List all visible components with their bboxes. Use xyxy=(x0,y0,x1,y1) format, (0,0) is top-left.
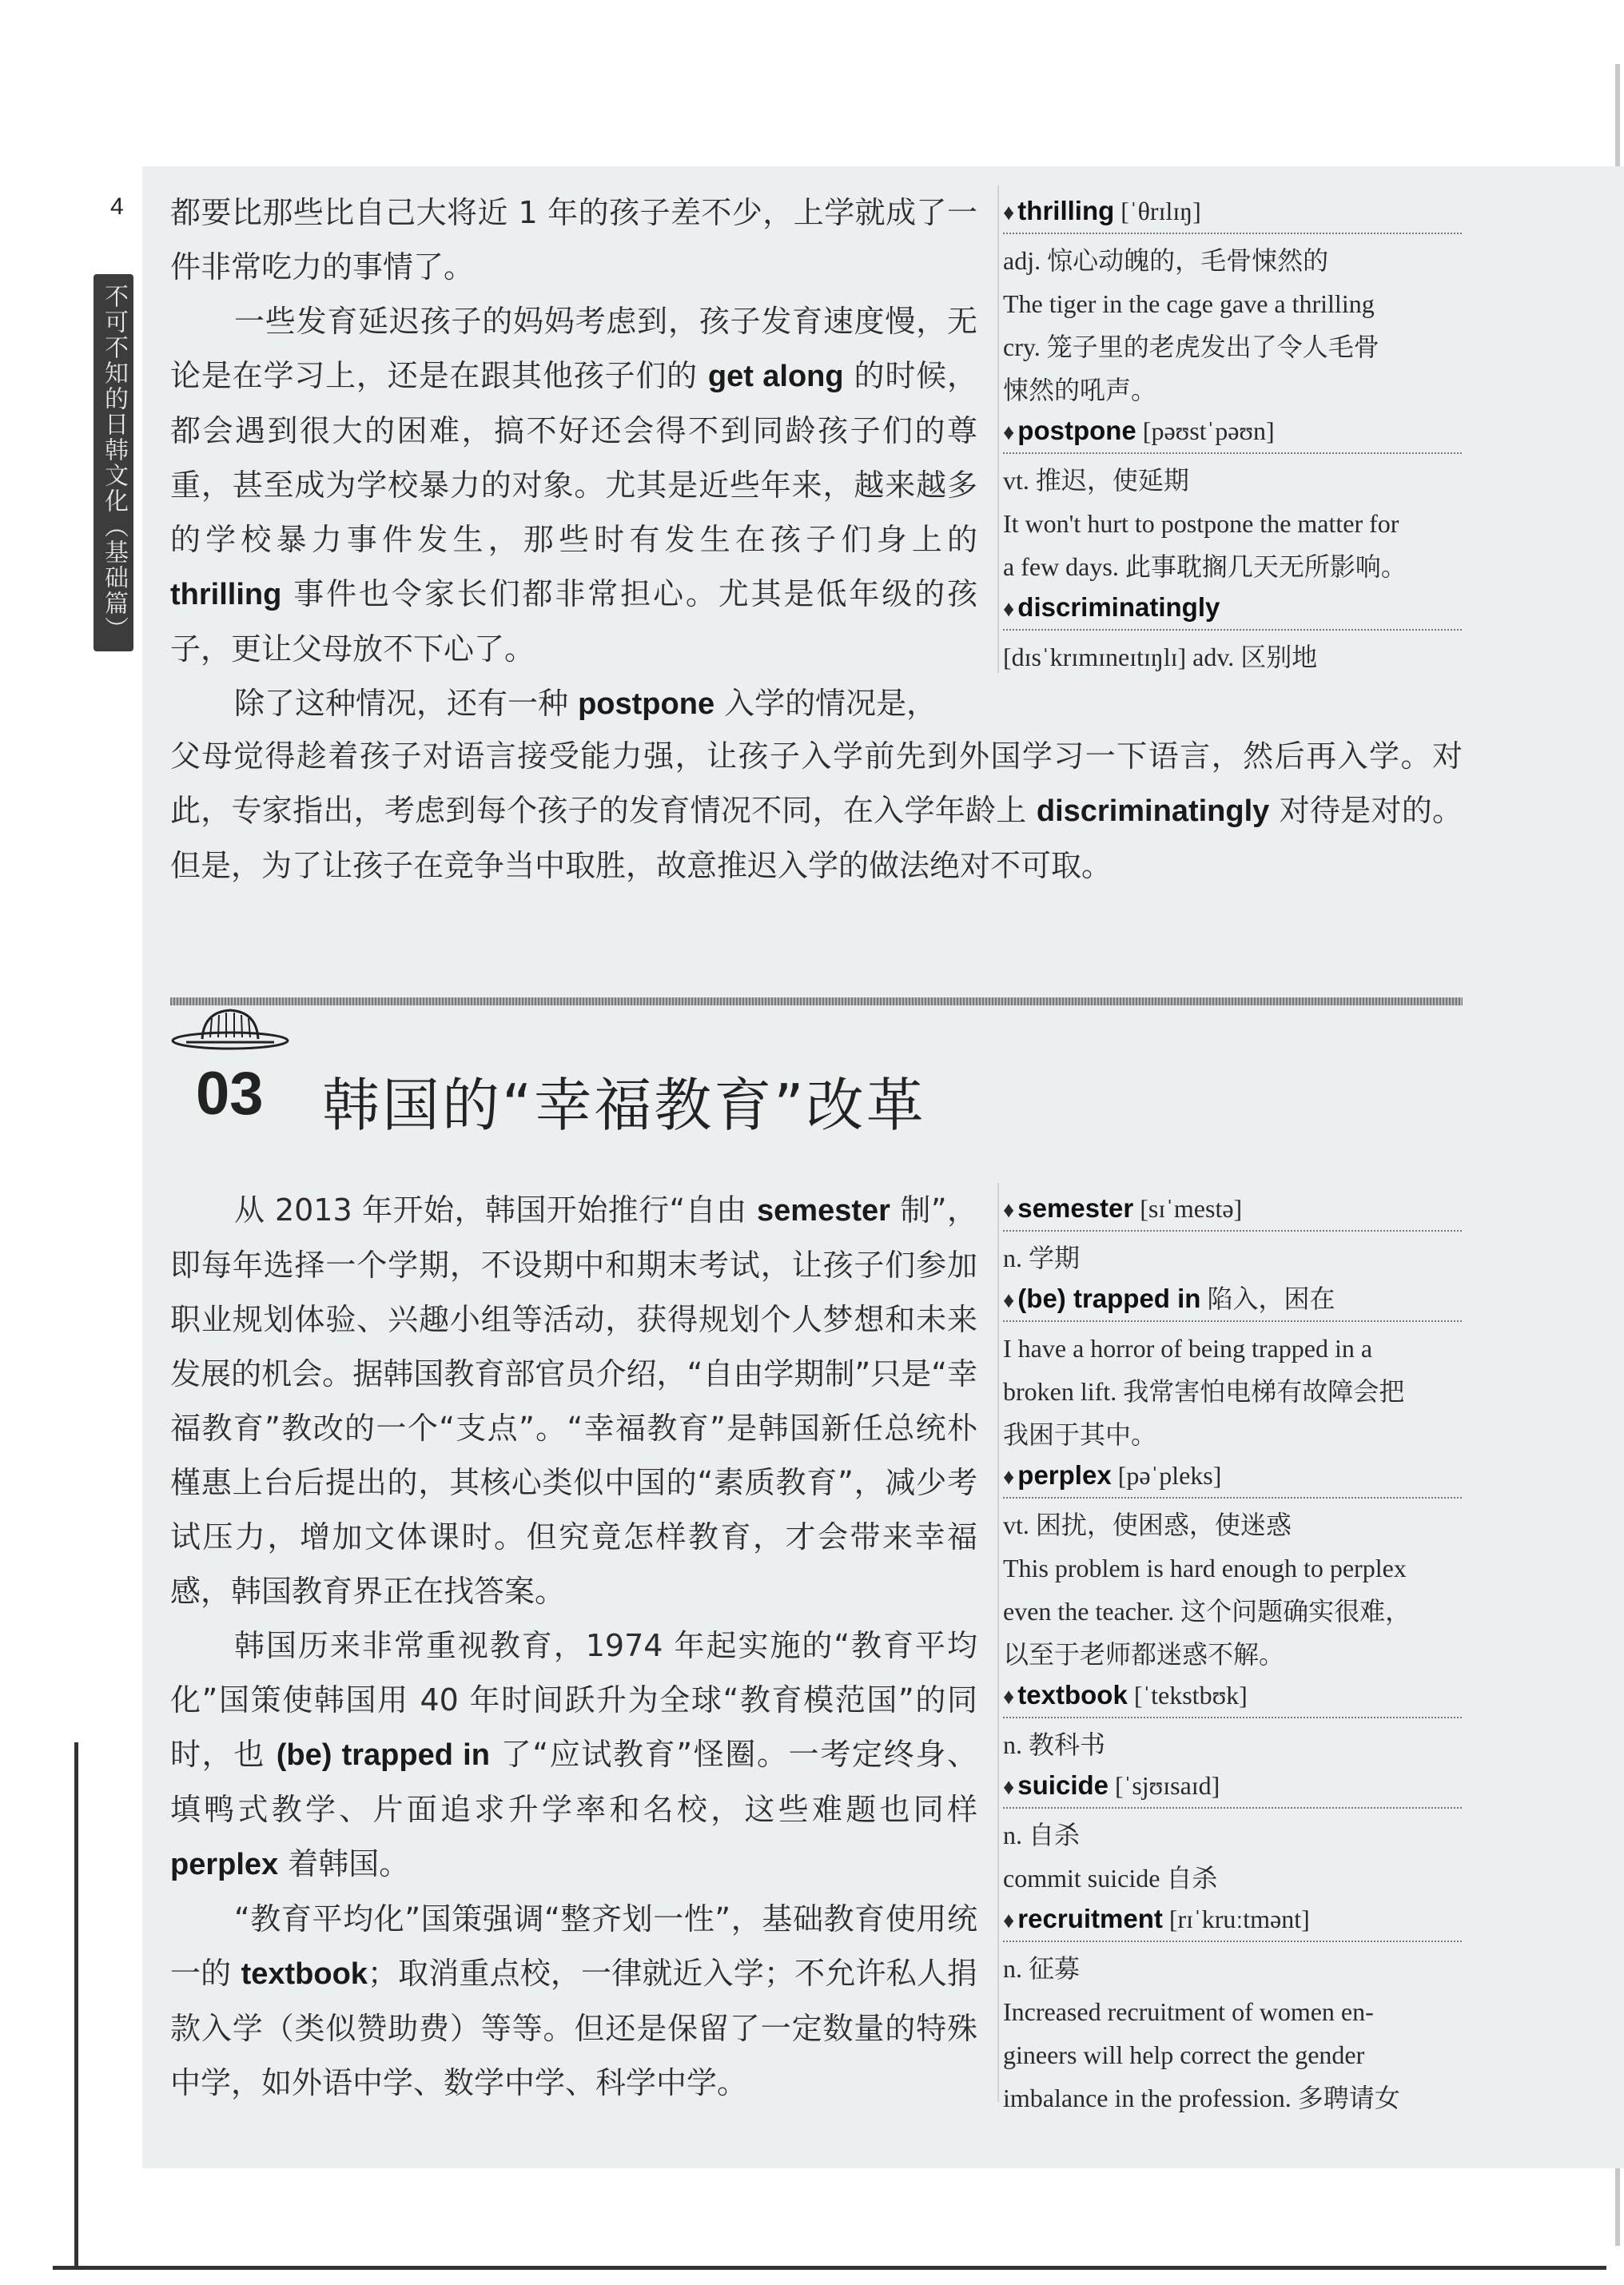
vocab-line: n. 学期 xyxy=(1003,1244,1081,1272)
vocab-line: cry. 笼子里的老虎发出了令人毛骨 xyxy=(1003,332,1379,361)
diamond-bullet-icon: ♦ xyxy=(1003,1775,1015,1800)
vocab-line: broken lift. 我常害怕电梯有故障会把 xyxy=(1003,1377,1405,1406)
vocab-line: adj. 惊心动魄的，毛骨悚然的 xyxy=(1003,246,1329,275)
diamond-bullet-icon: ♦ xyxy=(1003,1465,1015,1490)
section-number: 03 xyxy=(196,1060,264,1128)
vocab-entry xyxy=(1003,1766,1462,1900)
paragraph: 一些发育延迟孩子的妈妈考虑到，孩子发育速度慢，无论是在学习上，还是在跟其他孩子们的 get along 的时候，都会遇到很大的困难，搞不好还会得不到同龄孩子们的尊重，甚至成为学校暴力的对象。尤其是近些年来，越来越多的学校暴力事件发生，那些时有发生在孩子们身上的 thrilling 事件也令家长们都非常担心。尤其是低年级的孩子，更让父母放不下心了。 xyxy=(170,304,977,667)
section-title: 韩国的“幸福教育”改革 xyxy=(322,1072,926,1139)
vocab-line: [dɪsˈkrɪmɪneɪtɪŋlɪ] adv. 区别地 xyxy=(1003,643,1318,671)
vocab-entry xyxy=(1003,1676,1462,1766)
vocab-line: gineers will help correct the gender xyxy=(1003,2040,1365,2069)
vocab-entry xyxy=(1003,588,1462,679)
vocab-headword xyxy=(1003,412,1462,454)
vocab-headword xyxy=(1003,588,1462,631)
vocab-line: vt. 困扰，使困惑，使迷惑 xyxy=(1003,1511,1292,1539)
vocab-word: textbook xyxy=(1017,1680,1128,1710)
paragraph: 从 2013 年开始，韩国开始推行“自由 semester 制”，即每年选择一个学期，不设期中和期末考试，让孩子们参加职业规划体验、兴趣小组等活动，获得规划个人梦想和未来发展的机会。据韩国教育部官员介绍，“自由学期制”只是“幸福教育”教改的一个“支点”。“幸福教育”是韩国新任总统朴槿惠上台后提出的，其核心类似中国的“素质教育”，减少考试压力，增加文体课时。但究竟怎样教育，才会带来幸福感，韩国教育界正在找答案。 xyxy=(170,1192,977,1609)
vocab-phonetic: [pəˈpleks] xyxy=(1117,1461,1222,1490)
vocab-line: a few days. 此事耽搁几天无所影响。 xyxy=(1003,552,1407,581)
vocab-line: It won't hurt to postpone the matter for xyxy=(1003,509,1399,538)
paragraph: 都要比那些比自己大将近 1 年的孩子差不少，上学就成了一件非常吃力的事情了。 xyxy=(170,195,977,285)
vocab-headword xyxy=(1003,1900,1462,1942)
vocab-headword xyxy=(1003,1676,1462,1718)
bottom-text-block xyxy=(170,1183,977,2110)
diamond-bullet-icon: ♦ xyxy=(1003,1685,1015,1710)
korean-hat-icon xyxy=(170,1005,290,1053)
keyword: (be) trapped in xyxy=(276,1738,490,1772)
vocab-box-bottom xyxy=(1003,1189,1462,2120)
vocab-headword xyxy=(1003,1280,1462,1322)
keyword: textbook xyxy=(241,1957,368,1991)
keyword: perplex xyxy=(170,1848,279,1881)
paragraph: 除了这种情况，还有一种 postpone 入学的情况是， xyxy=(234,686,937,721)
vocab-line: 悚然的吼声。 xyxy=(1003,376,1157,404)
vocab-entry xyxy=(1003,1900,1462,2120)
vocab-line: commit suicide 自杀 xyxy=(1003,1864,1218,1893)
footer-rule xyxy=(53,2266,1606,2270)
vocab-headword xyxy=(1003,1456,1462,1499)
vocab-box-top xyxy=(1003,192,1462,679)
vocab-line: This problem is hard enough to perplex xyxy=(1003,1554,1407,1582)
book-side-tab xyxy=(94,274,133,651)
top-text-block xyxy=(170,185,977,731)
vocab-word: recruitment xyxy=(1017,1904,1163,1933)
vocab-line: even the teacher. 这个问题确实很难， xyxy=(1003,1597,1411,1626)
vocab-phonetic: 陷入，困在 xyxy=(1207,1284,1335,1313)
vocab-line: vt. 推迟，使延期 xyxy=(1003,466,1189,495)
keyword: semester xyxy=(757,1194,890,1228)
paragraph: “教育平均化”国策强调“整齐划一性”，基础教育使用统一的 textbook；取消重点校，一律就近入学；不允许私人捐款入学（类似赞助费）等等。但还是保留了一定数量的特殊中学，如外语中学、数学中学、科学中学。 xyxy=(170,1901,977,2100)
vocab-word: discriminatingly xyxy=(1017,592,1220,622)
vocab-entry xyxy=(1003,412,1462,588)
vocab-line: I have a horror of being trapped in a xyxy=(1003,1334,1373,1363)
diamond-bullet-icon: ♦ xyxy=(1003,1198,1015,1223)
vocab-headword xyxy=(1003,1766,1462,1809)
vocab-line: imbalance in the profession. 多聘请女 xyxy=(1003,2084,1400,2112)
vocab-line: Increased recruitment of women en- xyxy=(1003,1997,1374,2026)
vocab-entry xyxy=(1003,192,1462,412)
vocab-entry xyxy=(1003,1280,1462,1456)
vocab-word: thrilling xyxy=(1017,196,1115,225)
vocab-line: 以至于老师都迷惑不解。 xyxy=(1003,1640,1285,1669)
vocab-phonetic: [pəʊstˈpəʊn] xyxy=(1142,416,1275,445)
diamond-bullet-icon: ♦ xyxy=(1003,1909,1015,1933)
vocab-line: 我困于其中。 xyxy=(1003,1420,1157,1449)
book-title-label: 不可不知的日韩文化（基础篇） xyxy=(100,284,128,642)
vocab-line: n. 教科书 xyxy=(1003,1730,1106,1759)
vocab-word: perplex xyxy=(1017,1460,1112,1490)
vocab-line: n. 征募 xyxy=(1003,1954,1081,1983)
keyword: thrilling xyxy=(170,578,282,611)
page-number: 4 xyxy=(110,193,124,220)
vocab-word: semester xyxy=(1017,1193,1134,1223)
keyword: discriminatingly xyxy=(1036,794,1270,828)
vocab-phonetic: [ˈsjʊɪsaɪd] xyxy=(1115,1771,1220,1800)
margin-line xyxy=(74,1742,78,2269)
vocab-phonetic: [ˈtekstbʊk] xyxy=(1133,1681,1248,1710)
section-rule xyxy=(170,997,1463,1005)
keyword: get along xyxy=(707,360,844,393)
paragraph: 韩国历来非常重视教育，1974 年起实施的“教育平均化”国策使韩国用 40 年时间跃升为全球“教育模范国”的同时，也 (be) trapped in 了“应试教育”怪圈。一考定终身、填鸭式教学、片面追求升学率和名校，这些难题也同样 perplex 着韩国。 xyxy=(170,1628,977,1881)
column-divider xyxy=(997,1183,999,2102)
vocab-word: postpone xyxy=(1017,416,1136,445)
column-divider xyxy=(997,185,999,673)
diamond-bullet-icon: ♦ xyxy=(1003,420,1015,445)
vocab-phonetic: [sɪˈmestə] xyxy=(1140,1194,1243,1223)
vocab-entry xyxy=(1003,1189,1462,1280)
vocab-phonetic: [rɪˈkruːtmənt] xyxy=(1168,1905,1310,1933)
diamond-bullet-icon: ♦ xyxy=(1003,1288,1015,1313)
vocab-word: (be) trapped in xyxy=(1017,1284,1201,1313)
vocab-line: n. 自杀 xyxy=(1003,1821,1081,1849)
diamond-bullet-icon: ♦ xyxy=(1003,201,1015,225)
vocab-entry xyxy=(1003,1456,1462,1676)
paragraph: 父母觉得趁着孩子对语言接受能力强，让孩子入学前先到外国学习一下语言，然后再入学。对此，专家指出，考虑到每个孩子的发育情况不同，在入学年龄上 discriminatingly 对待是对的。但是，为了让孩子在竞争当中取胜，故意推迟入学的做法绝对不可取。 xyxy=(170,738,1463,883)
vocab-line: The tiger in the cage gave a thrilling xyxy=(1003,289,1375,318)
vocab-headword xyxy=(1003,1189,1462,1232)
top-text-continued xyxy=(170,729,1463,893)
diamond-bullet-icon: ♦ xyxy=(1003,597,1015,622)
vocab-phonetic: [ˈθrɪlɪŋ] xyxy=(1120,197,1201,225)
vocab-headword xyxy=(1003,192,1462,234)
vocab-word: suicide xyxy=(1017,1770,1109,1800)
keyword: postpone xyxy=(578,687,715,721)
